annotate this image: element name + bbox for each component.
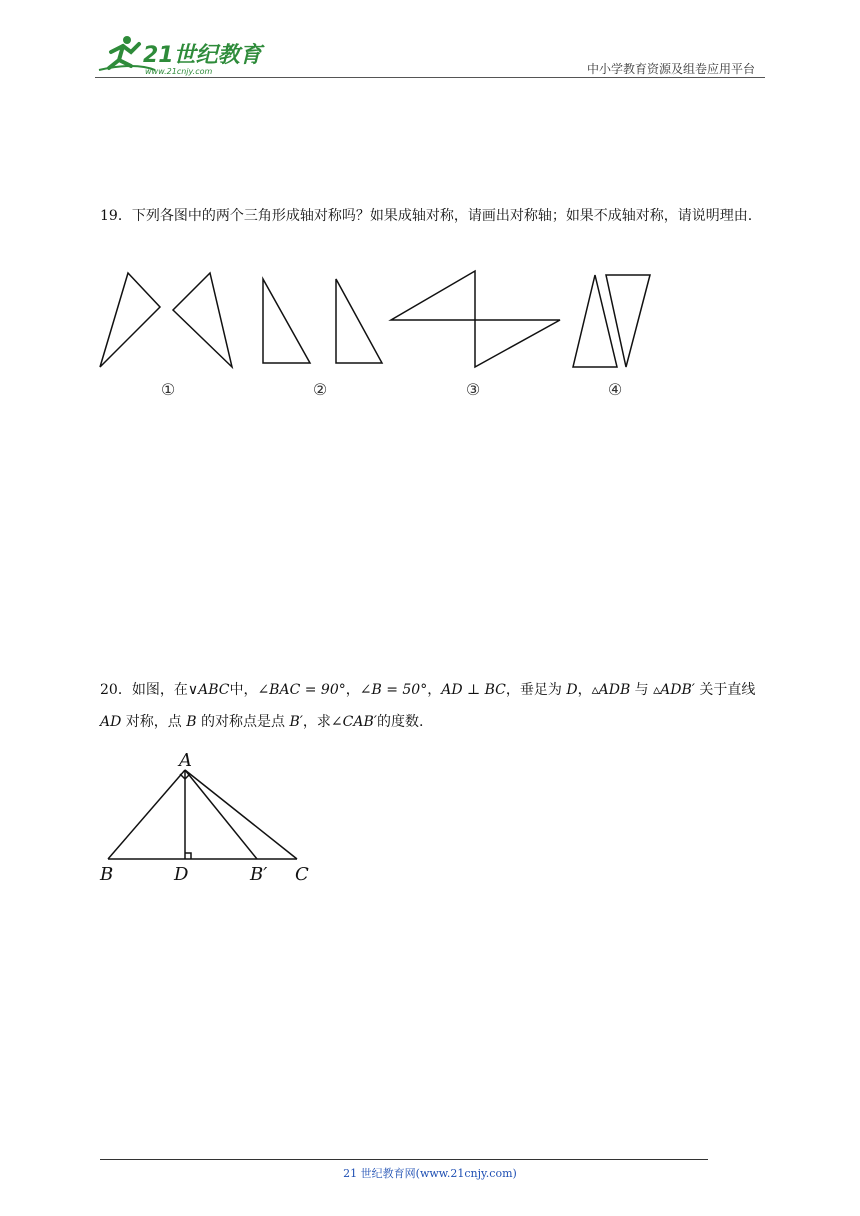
logo-url: www.21cnjy.com — [145, 67, 213, 76]
header-divider — [95, 77, 765, 78]
footer-text: 21 世纪教育网(www.21cnjy.com) — [343, 1167, 517, 1180]
q20-text: 的对称点是点 — [196, 714, 290, 730]
page-header — [95, 30, 765, 80]
q20-text: 与 — [630, 682, 654, 698]
q20-number: 20． — [100, 682, 132, 698]
q20-text: 的度数. — [376, 714, 424, 730]
q20-figure — [90, 750, 330, 890]
q20-text: 如图，在 — [131, 682, 188, 698]
label-c: C — [295, 864, 309, 885]
q20-d: D — [566, 682, 578, 698]
fig3-top-triangle — [391, 271, 475, 320]
q20-text: ，垂足为 — [505, 682, 567, 698]
q20-text: 关于直线 — [694, 682, 756, 698]
question-20 — [100, 674, 768, 738]
fig1-right-triangle — [173, 273, 232, 367]
fig-label-1: ① — [160, 380, 176, 399]
q19-figures — [90, 265, 670, 405]
q20-eq1: ∠BAC = 90° — [257, 682, 346, 698]
segment-ab-prime — [185, 770, 257, 859]
fig-label-3: ③ — [465, 380, 481, 399]
footer-divider — [100, 1159, 708, 1160]
q20-abc: ABC — [198, 682, 230, 698]
q20-b: B — [186, 714, 197, 730]
fig1-left-triangle — [100, 273, 160, 367]
fig3-bottom-triangle — [475, 320, 560, 367]
q20-text: ， — [577, 682, 592, 698]
q20-ad: AD — [100, 714, 122, 730]
q20-text: 中， — [229, 682, 258, 698]
label-a: A — [179, 750, 192, 771]
q20-text: ， — [345, 682, 360, 698]
right-angle-mark-d — [185, 853, 191, 859]
q20-tri2: ▵ADB′ — [653, 682, 695, 698]
fig-label-2: ② — [312, 380, 328, 399]
header-right-text: 中小学教育资源及组卷应用平台 — [586, 62, 755, 76]
q20-text: 对称，点 — [121, 714, 187, 730]
fig2-right-triangle — [336, 279, 382, 363]
q20-text: ，求 — [302, 714, 331, 730]
fig4-left-triangle — [573, 275, 617, 367]
label-b: B — [100, 864, 114, 885]
question-19: 19．下列各图中的两个三角形成轴对称吗？如果成轴对称，请画出对称轴；如果不成轴对称，请说明理由. — [100, 208, 753, 224]
side-ac — [185, 770, 297, 859]
side-ab — [108, 770, 185, 859]
q20-angle: ∠CAB′ — [330, 714, 377, 730]
label-b-prime: B′ — [250, 864, 268, 885]
q20-tri-symbol: ∨ — [187, 682, 199, 698]
q20-bp: B′ — [289, 714, 303, 730]
q20-eq2: ∠B = 50° — [359, 682, 428, 698]
fig2-left-triangle — [263, 279, 310, 363]
fig4-right-triangle — [606, 275, 650, 367]
logo — [95, 30, 265, 80]
q20-text: ， — [427, 682, 442, 698]
q20-tri1: ▵ADB — [591, 682, 631, 698]
label-d: D — [174, 864, 189, 885]
fig-label-4: ④ — [607, 380, 623, 399]
logo-text: 21世纪教育 — [143, 43, 262, 68]
q20-eq3: AD ⊥ BC — [441, 682, 506, 698]
